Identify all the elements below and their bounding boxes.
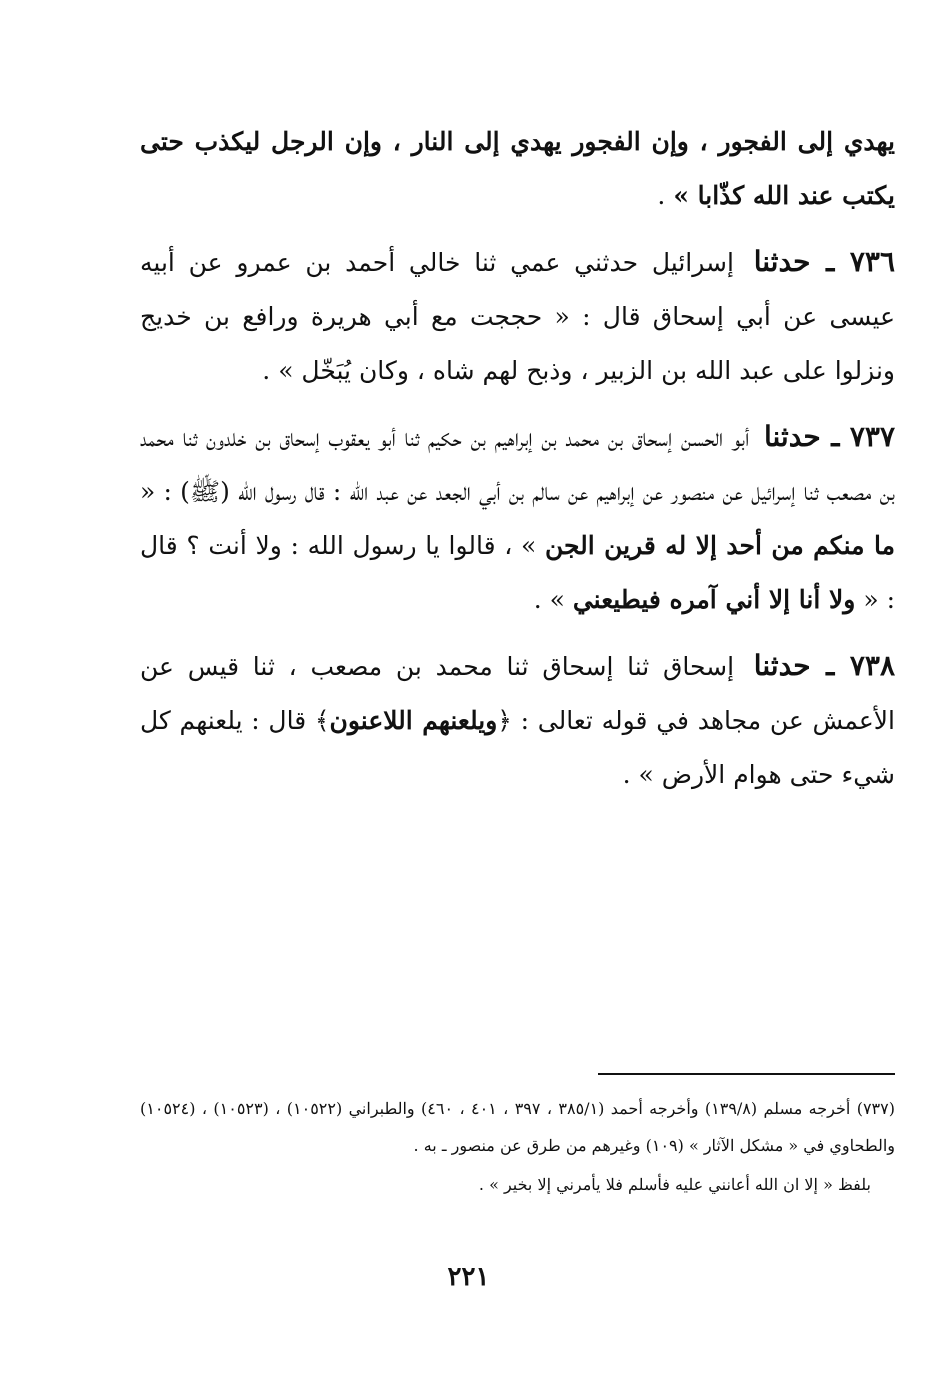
hadith-737 (140, 410, 895, 627)
hadith-quote-bold: ما منكم من أحد إلا له قرين الجن (544, 531, 895, 560)
hadith-text: إسرائيل حدثني عمي ثنا خالي أحمد بن عمرو عن أبيه عيسى عن أبي إسحاق قال : « حججت مع أبي هريرة ورافع بن خديج ونزلوا على عبد الله بن الزبير ، وذبح لهم شاه ، وكان يُبَخّل » . (140, 248, 895, 385)
footnote-737: (٧٣٧) أخرجه مسلم (١٣٩/٨) وأخرجه أحمد (٣٨٥/١ ، ٣٩٧ ، ٤٠١ ، ٤٦٠) والطبراني (١٠٥٢٢) ، (١٠٥٢٣) ، (١٠٥٢٤) والطحاوي في « مشكل الآثار » (١٠٩) وغيرهم من طرق عن منصور ـ به . (140, 1099, 895, 1155)
footnotes (140, 1090, 895, 1203)
hadith-number: ٧٣٨ ـ حدثنا (753, 649, 895, 682)
hadith-number: ٧٣٧ ـ حدثنا (763, 420, 895, 453)
continuation-paragraph (140, 115, 895, 223)
hadith-736 (140, 235, 895, 398)
main-text (140, 115, 895, 814)
hadith-text: . (657, 181, 674, 210)
hadith-text: ﴾ قال : يلعنهم كل شيء حتى هوام الأرض » . (140, 706, 895, 789)
hadith-text: أبو الحسن إسحاق بن محمد بن إبراهيم بن حكيم ثنا أبو يعقوب إسحاق بن خلدون ثنا محمد بن مصعب ثنا إسرائيل عن منصور عن إبراهيم عن سالم بن أبي الجعد عن عبد الله : قال رسول الله (ﷺ) : « (140, 423, 895, 506)
hadith-number: ٧٣٦ ـ حدثنا (753, 245, 895, 278)
hadith-text-bold: يهدي إلى الفجور ، وإن الفجور يهدي إلى النار ، وإن الرجل ليكذب حتى يكتب عند الله كذّابا » (140, 127, 895, 210)
hadith-text: إسحاق ثنا إسحاق ثنا محمد بن مصعب ، ثنا قيس عن الأعمش عن مجاهد في قوله تعالى : ﴿ (140, 652, 895, 735)
hadith-738 (140, 639, 895, 802)
footnote-737-note: بلفظ « إلا ان الله أعانني عليه فأسلم فلا يأمرني إلا بخير » . (478, 1175, 871, 1194)
hadith-text: » . (533, 585, 573, 614)
footnote-divider (598, 1073, 895, 1075)
hadith-quote-bold: ولا أنا إلا أني آمره فيطيعني (572, 585, 856, 614)
hadith-text: » ، قالوا يا رسول الله : ولا أنت ؟ قال : « (140, 531, 895, 614)
page-number: ٢٢١ (447, 1262, 490, 1292)
quran-quote-bold: ويلعنهم اللاعنون (329, 706, 498, 735)
